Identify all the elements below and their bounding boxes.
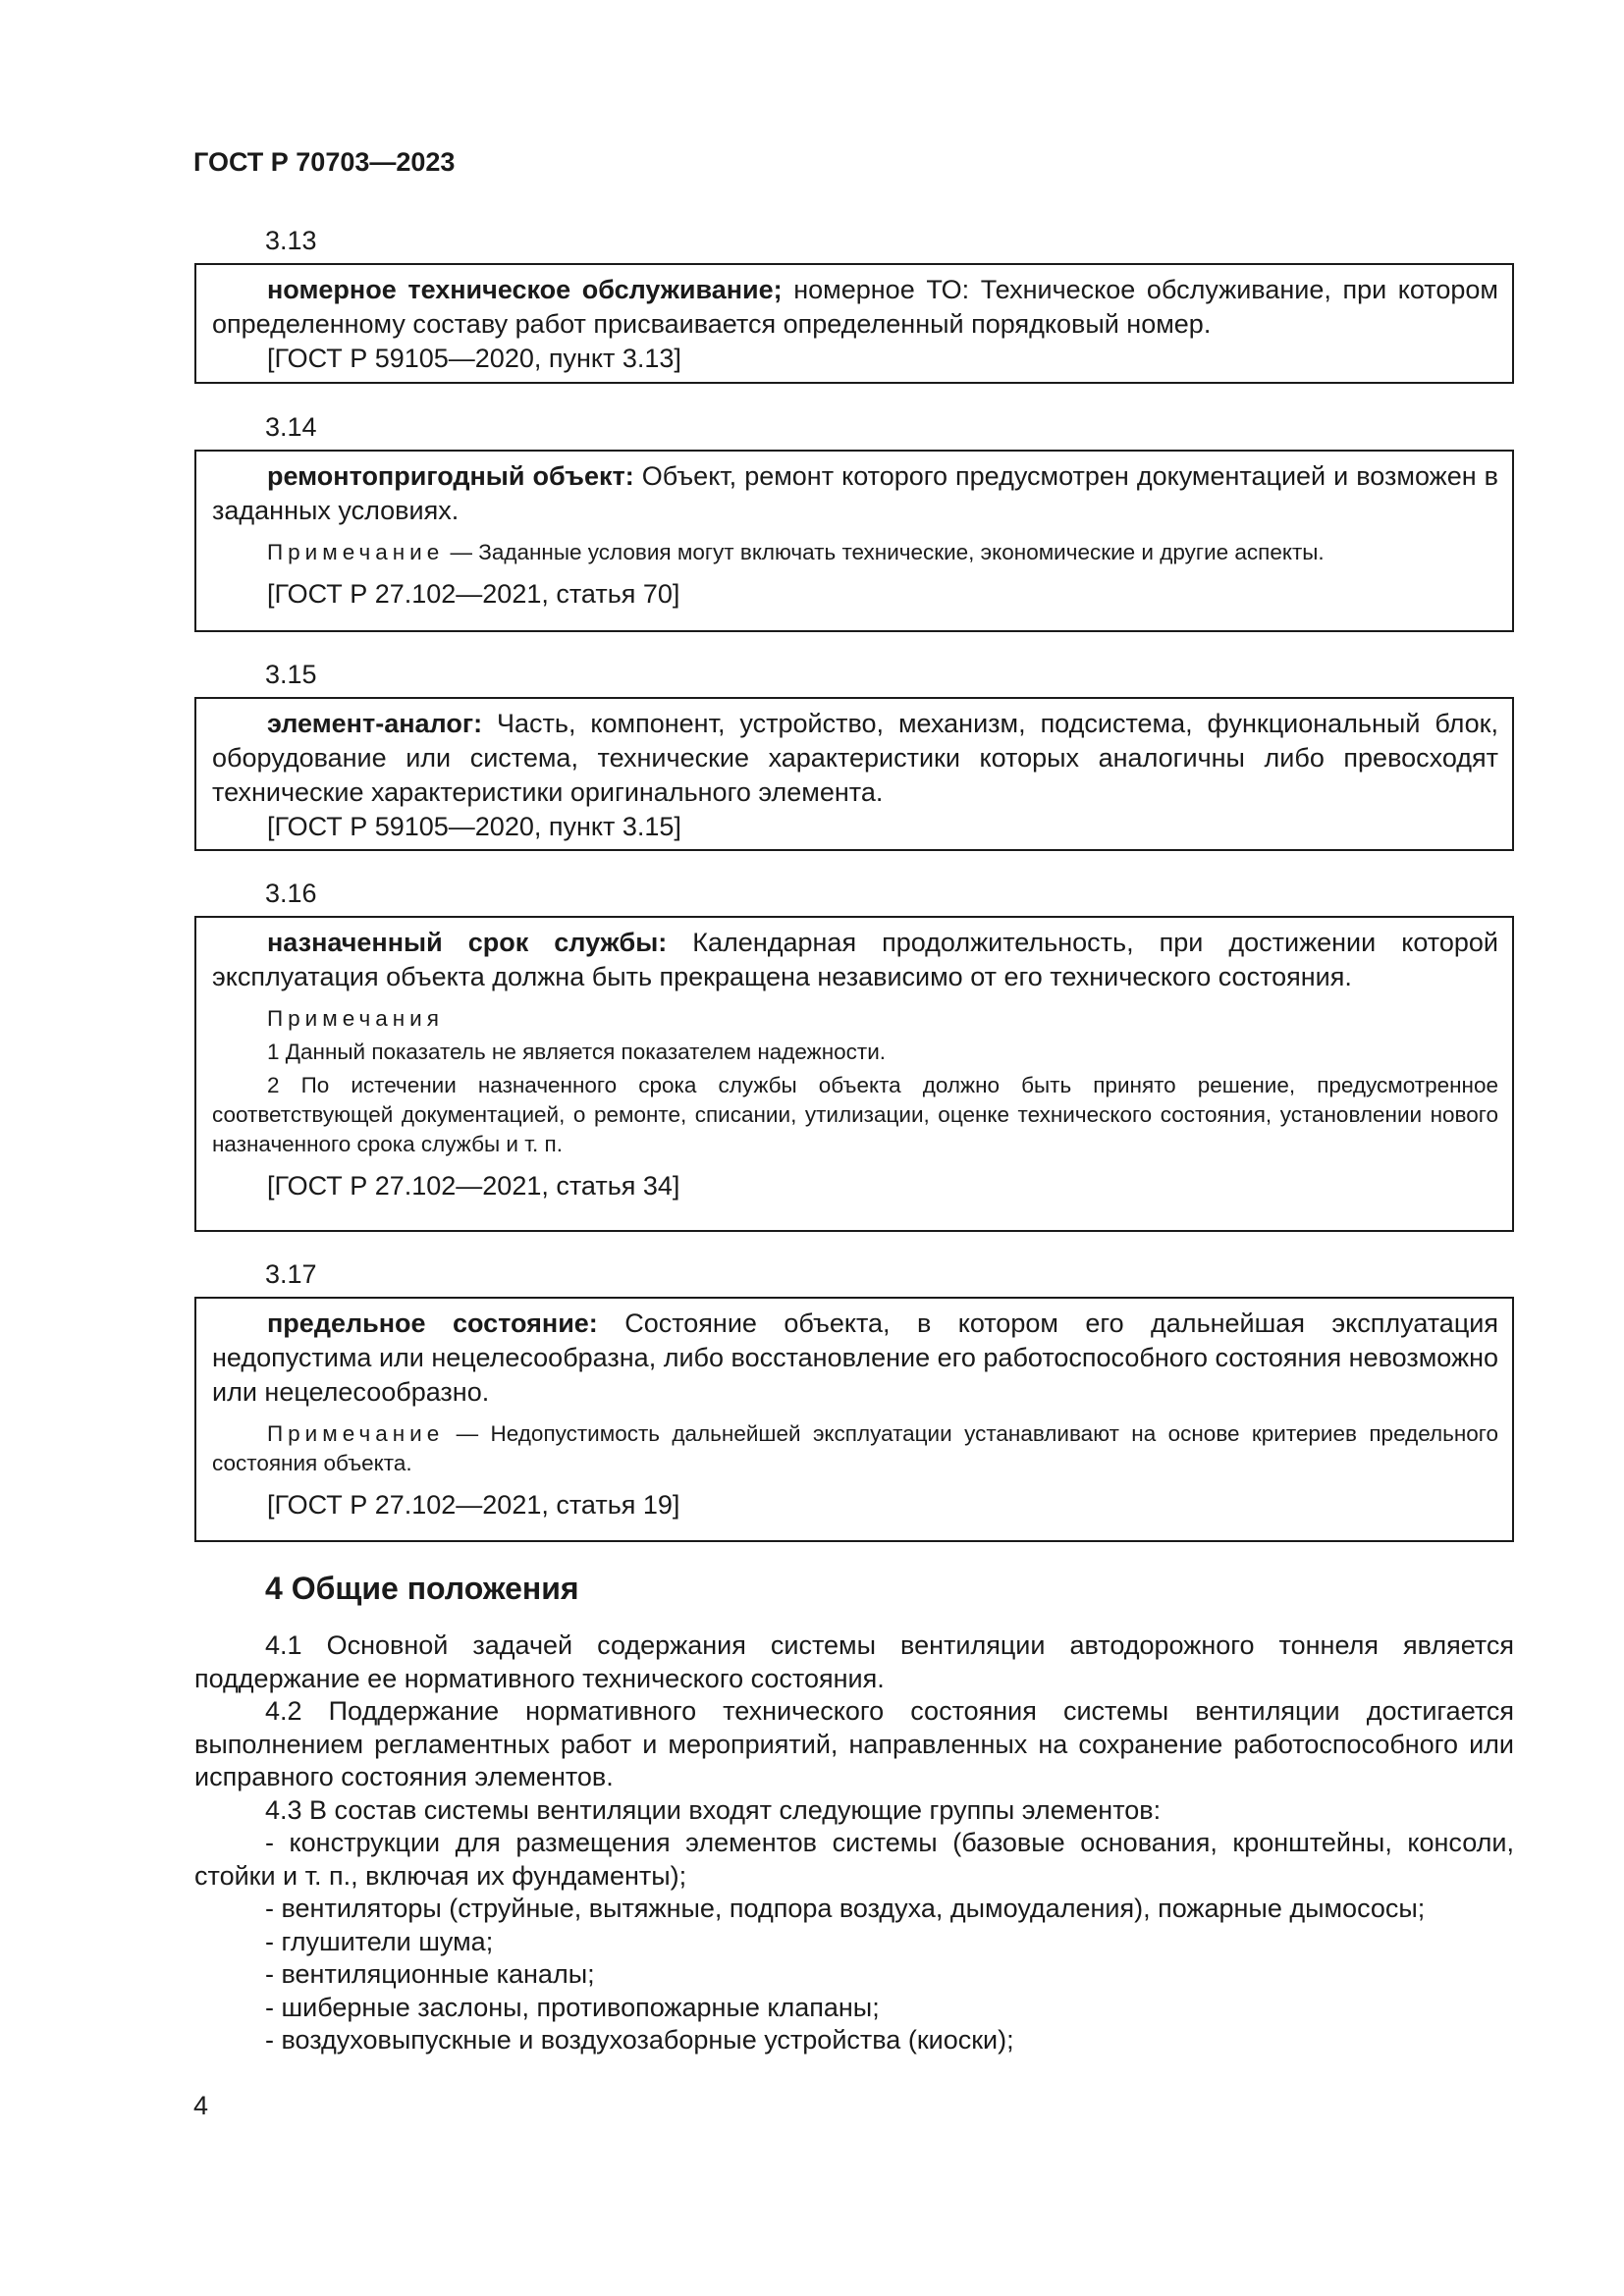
definition-text: Часть, компонент, устройство, механизм, подсистема, функциональный блок, оборудование или система, технические характеристики которых аналогичны либо превосходят технические характеристики оригинального элемента. — [212, 709, 1498, 807]
term-title: предельное состояние: — [267, 1308, 598, 1338]
note-text: — Недопустимость дальнейшей эксплуатации устанавливают на основе критериев предельного состояния объекта. — [212, 1421, 1498, 1475]
paragraph-4-2: 4.2 Поддержание нормативного технического состояния системы вентиляции достигается выполнением регламентных работ и мероприятий, направленных на сохранение работоспособного или исправного состояния элементов. — [194, 1696, 1514, 1791]
term-number: 3.17 — [265, 1259, 317, 1289]
note-label: Примечание — [267, 1421, 445, 1446]
definition-text: Состояние объекта, в котором его дальнейшая эксплуатация недопустима или нецелесообразна, либо восстановление его работоспособного состояния невозможно или нецелесообразно. — [212, 1308, 1498, 1407]
note-2: 2 По истечении назначенного срока службы объекта должно быть принято решение, предусмотренное соответствующей документацией, о ремонте, списании, утилизации, оценке технического состояния, установлении нового назначенного срока службы и т. п. — [212, 1073, 1498, 1156]
section-body — [194, 1629, 1514, 2057]
list-item: - шиберные заслоны, противопожарные клапаны; — [265, 1992, 880, 2022]
term-box — [194, 697, 1514, 851]
list-item: - вентиляционные каналы; — [265, 1959, 595, 1989]
term-number: 3.14 — [265, 412, 317, 442]
document-header: ГОСТ Р 70703—2023 — [193, 147, 456, 177]
term-source: [ГОСТ Р 27.102—2021, статья 19] — [267, 1490, 680, 1520]
term-box — [194, 450, 1514, 632]
term-definition — [212, 926, 1498, 994]
term-note — [212, 538, 1498, 567]
list-item: - воздуховыпускные и воздухозаборные устройства (киоски); — [265, 2025, 1014, 2055]
term-number: 3.15 — [265, 660, 317, 689]
term-box — [194, 1297, 1514, 1542]
paragraph-4-3: 4.3 В состав системы вентиляции входят следующие группы элементов: — [265, 1794, 1162, 1825]
note-label: Примечание — [267, 540, 445, 564]
list-item: - конструкции для размещения элементов системы (базовые основания, кронштейны, консоли, стойки и т. п., включая их фундаменты); — [194, 1828, 1514, 1891]
term-source: [ГОСТ Р 27.102—2021, статья 34] — [267, 1171, 680, 1201]
term-source: [ГОСТ Р 27.102—2021, статья 70] — [267, 579, 680, 609]
list-item: - глушители шума; — [265, 1926, 494, 1956]
page-number: 4 — [193, 2091, 209, 2120]
note-1: 1 Данный показатель не является показателем надежности. — [267, 1040, 887, 1064]
term-source: [ГОСТ Р 59105—2020, пункт 3.13] — [267, 344, 681, 373]
definition-text: номерное ТО: Техническое обслуживание, при котором определенному составу работ присваивается определенный порядковый номер. — [212, 275, 1498, 339]
term-definition — [212, 1307, 1498, 1410]
term-number: 3.16 — [265, 879, 317, 908]
list-item: - вентиляторы (струйные, вытяжные, подпора воздуха, дымоудаления), пожарные дымососы; — [265, 1894, 1426, 1923]
term-definition — [212, 707, 1498, 810]
term-number: 3.13 — [265, 226, 317, 255]
term-title: назначенный срок службы: — [267, 928, 668, 957]
term-note — [212, 1419, 1498, 1478]
definition-text: Объект, ремонт которого предусмотрен документацией и возможен в заданных условиях. — [212, 461, 1498, 525]
term-definition — [212, 273, 1498, 342]
notes-label: Примечания — [267, 1006, 444, 1031]
section-title: 4 Общие положения — [265, 1571, 579, 1606]
term-title: ремонтопригодный объект: — [267, 461, 634, 491]
note-text: — Заданные условия могут включать технические, экономические и другие аспекты. — [444, 540, 1325, 564]
term-title: элемент-аналог: — [267, 709, 483, 738]
term-definition — [212, 459, 1498, 528]
term-box — [194, 916, 1514, 1232]
term-source: [ГОСТ Р 59105—2020, пункт 3.15] — [267, 812, 681, 841]
term-box — [194, 263, 1514, 384]
term-title: номерное техническое обслуживание; — [267, 275, 783, 304]
paragraph-4-1: 4.1 Основной задачей содержания системы вентиляции автодорожного тоннеля является поддержание ее нормативного технического состояния. — [194, 1630, 1514, 1693]
definition-text: Календарная продолжительность, при достижении которой эксплуатация объекта должна быть прекращена независимо от его технического состояния. — [212, 928, 1498, 991]
